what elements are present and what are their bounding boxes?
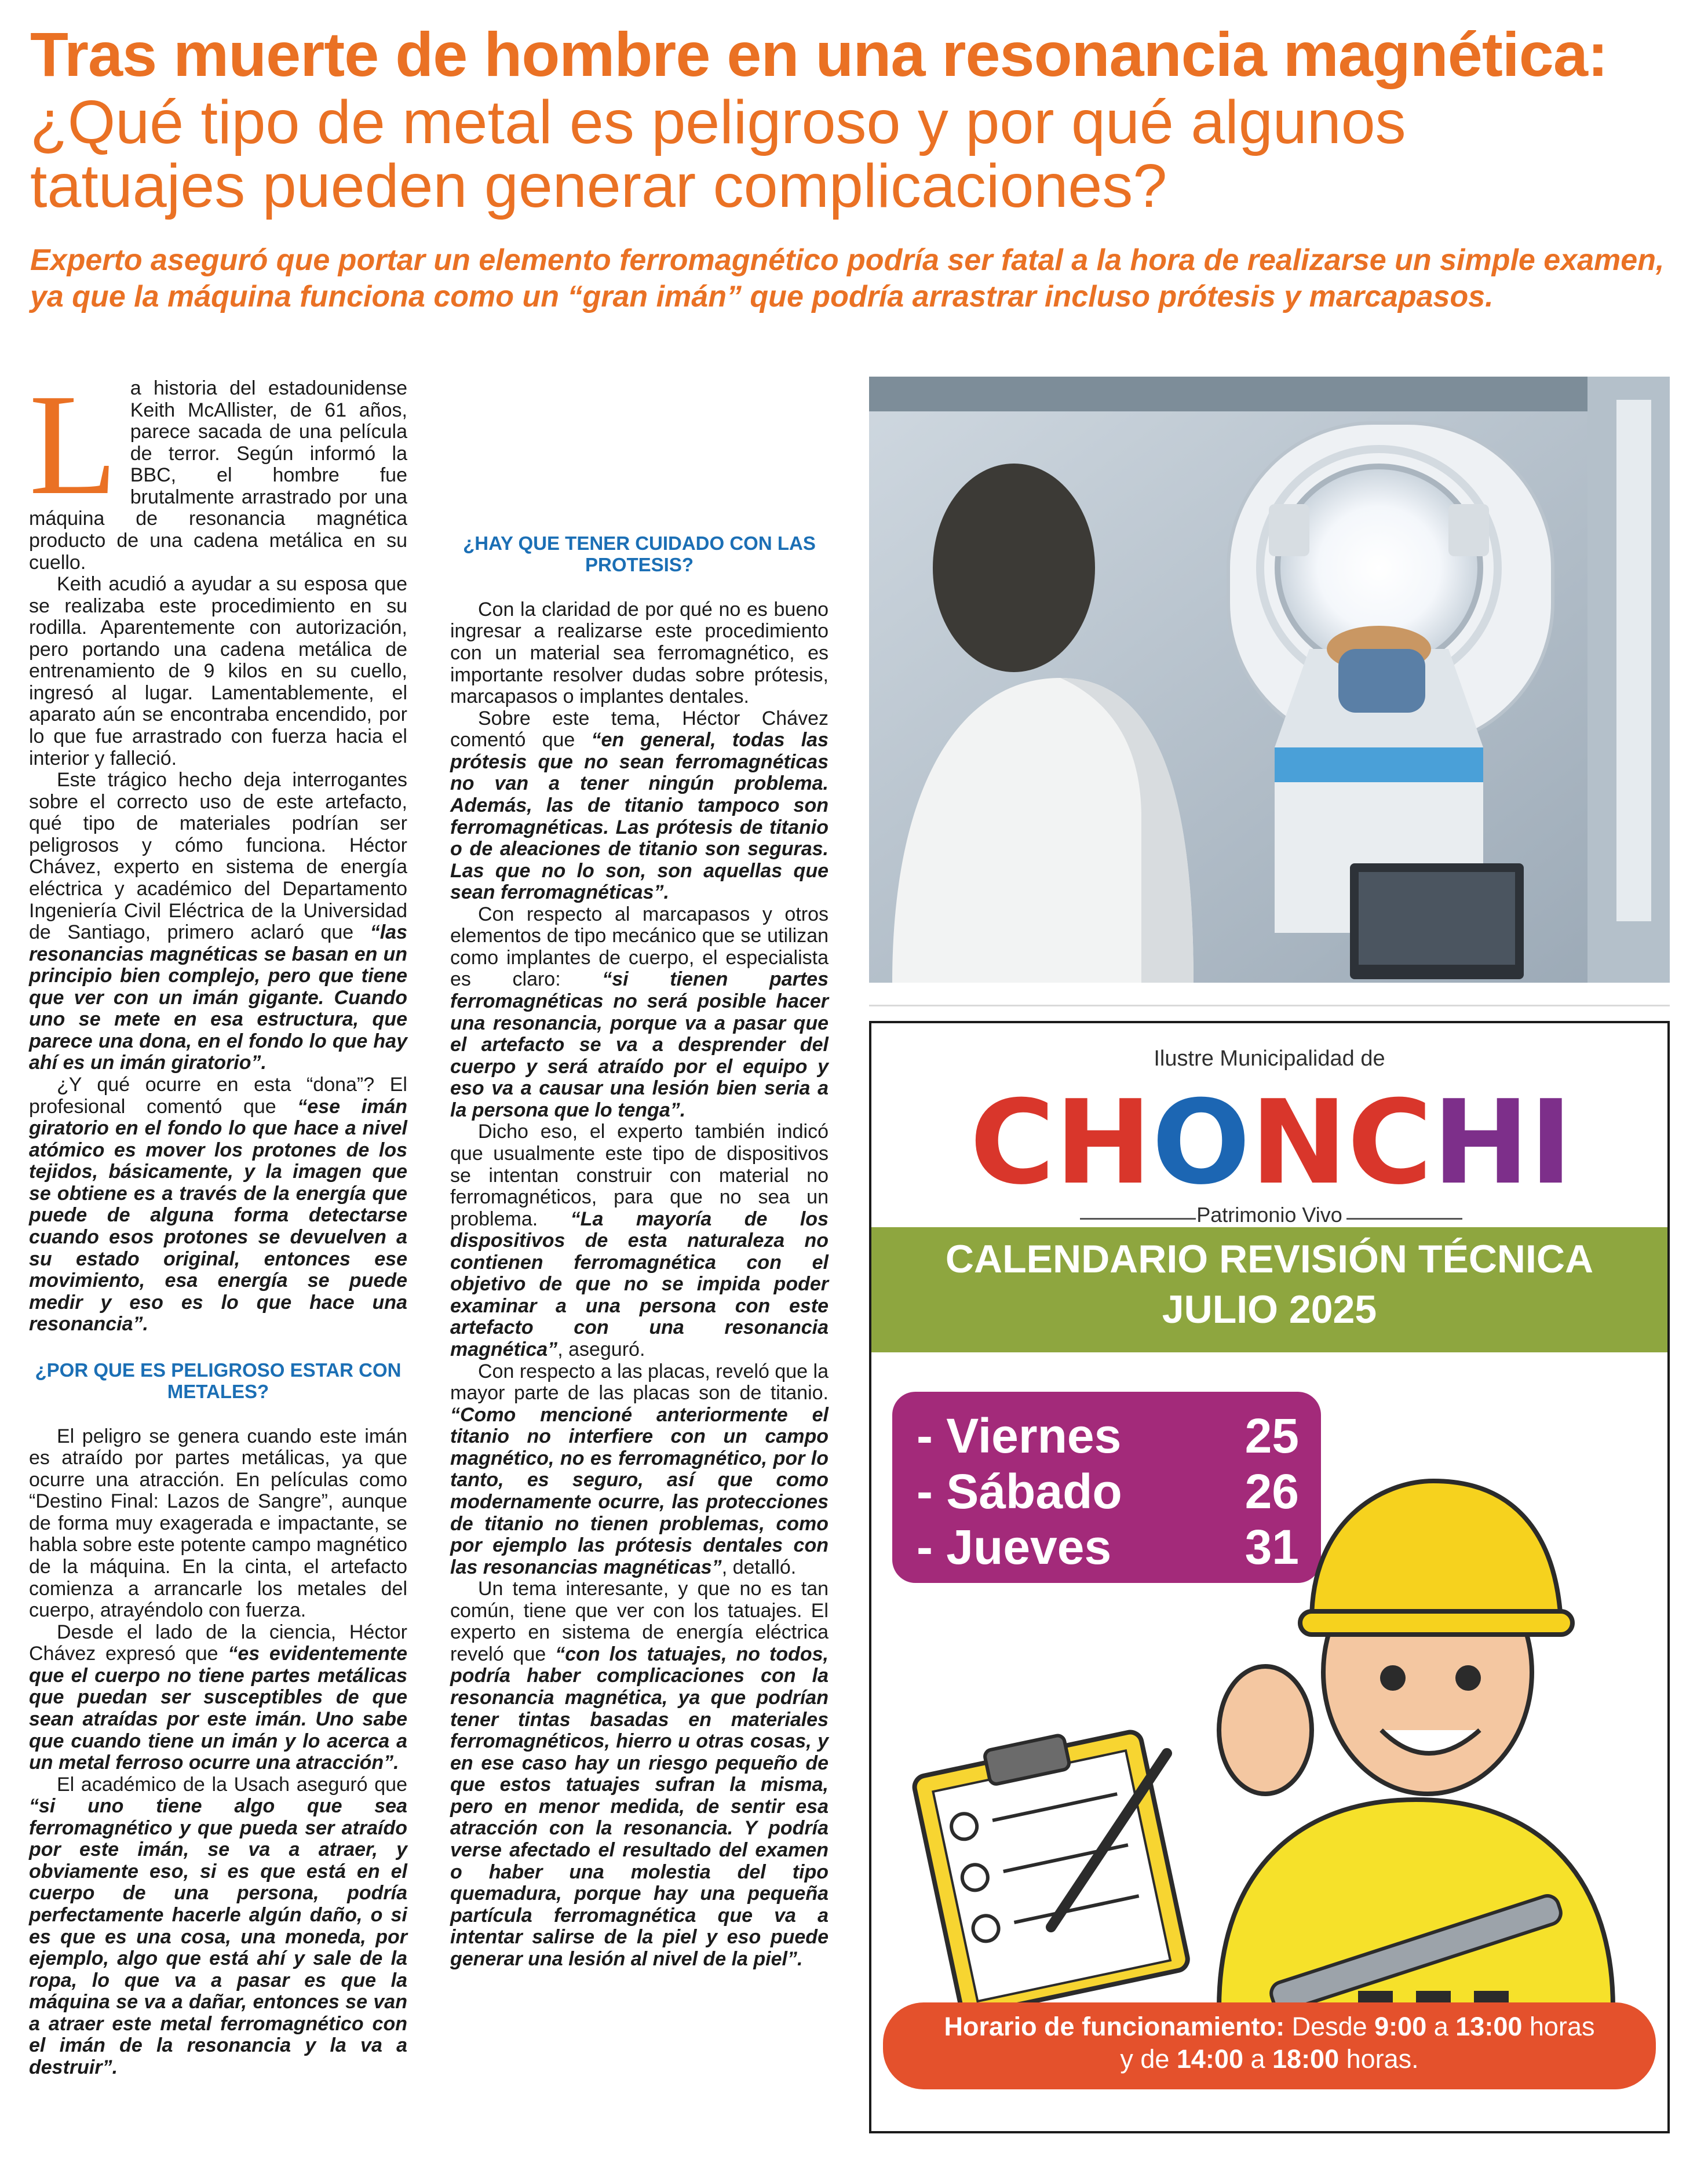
section-heading-protesis: ¿HAY QUE TENER CUIDADO CON LAS PROTESIS? [463,532,816,575]
paragraph-2: Keith acudió a ayudar a su esposa que se realizaba este procedimiento en su rodilla. Aparentemente con autorización, pero portando una cadena metálica de entrenamiento de 9 kilos en su cuello, ingresó al lugar. Lamentablemente, el aparato aún se encontraba encendido, por lo que fue arrastrado con fuerza hacia el interior y falleció. [29,573,407,769]
paragraph-11 [450,1121,829,1360]
separator-line [869,1005,1670,1006]
calendar-title: CALENDARIO REVISIÓN TÉCNICA [945,1237,1594,1281]
paragraph-10 [450,904,829,1122]
tagline-rule-right [1346,1218,1462,1220]
paragraph-7-text: El académico de la Usach aseguró que [57,1773,407,1796]
mechanic-illustration [895,1429,1648,2008]
municipality-label: Ilustre Municipalidad de [1154,1046,1385,1071]
chonchi-logo-text [970,1075,1572,1210]
paragraph-13-quote: “con los tatuajes, no todos, podría haber complicaciones con la resonancia magnética, ya que podrían tener tintas basadas en materiales ferromagnéticos, hierro u otras cosas, y en ese caso hay un riesgo pequeño de que estos tatuajes sufran la misma, pero en menor medida, de sentir esa atracción con la resonancia. Y podría verse afectado el resultado del examen o haber una molestia del tipo quemadura, porque hay una pequeña partícula ferromagnética que va a intentar salirse de la piel y eso puede generar una lesión al nivel de la piel”. [450,1643,829,1970]
logo-letter: C [1347,1075,1433,1210]
logo-letter: H [1054,1075,1152,1210]
paragraph-10-text: Con respecto al marcapasos y otros elementos de tipo mecánico que se utilizan como implantes de cuerpo, el especialista es claro: [450,903,829,991]
hours-label: Horario de funcionamiento: [944,2012,1285,2041]
paragraph-3 [29,769,407,1074]
headline-line-1: Tras muerte de hombre en una resonancia magnética: [30,19,1608,89]
hours-text: horas [1522,2012,1595,2041]
paragraph-12-text: Con respecto a las placas, reveló que la mayor parte de las placas son de titanio. [450,1360,829,1404]
hours-value: 9:00 [1374,2012,1427,2041]
paragraph-3-text: Este trágico hecho deja interrogantes sobre el correcto uso de este artefacto, qué tipo de materiales podrían ser peligrosos y cómo funciona. Héctor Chávez, experto en sistema de energía eléctrica y académico del Departamento Ingeniería Civil Eléctrica de la Universidad de Santiago, primero aclaró que [29,769,407,944]
hours-text: a [1243,2044,1273,2074]
paragraph-6 [29,1622,407,1774]
day-number: 31 [1244,1520,1299,1574]
day-name: - Viernes [917,1409,1122,1463]
subheadline: Experto aseguró que portar un elemento ferromagnético podría ser fatal a la hora de realizarse un simple examen, ya que la máquina funciona como un “gran imán” que podría arrastrar incluso prótesis y marcapasos. [30,243,1665,314]
section-heading-metals: ¿POR QUE ES PELIGROSO ESTAR CON METALES? [35,1359,402,1402]
mri-photo [869,377,1670,983]
logo-letter: C [969,1075,1055,1210]
hours-value: 14:00 [1176,2044,1243,2074]
paragraph-4-text: ¿Y qué ocurre en esta “dona”? El profesional comentó que [29,1074,407,1118]
paragraph-11-tail: , aseguró. [557,1338,645,1361]
paragraph-7 [29,1774,407,2079]
day-name: - Jueves [917,1520,1112,1574]
paragraph-6-quote: “es evidentemente que el cuerpo no tiene partes metálicas que puedan ser susceptibles de que sean atraídas por este imán. Uno sabe que cuando tiene un imán y lo acerca a un metal ferroso ocurre una atracción”. [29,1643,407,1774]
hours-text: horas. [1339,2044,1419,2074]
headline [30,19,1687,220]
paragraph-4 [29,1074,407,1336]
paragraph-13 [450,1578,829,1970]
headline-line-2: ¿Qué tipo de metal es peligroso y por qué algunos [30,88,1406,156]
paragraph-12 [450,1361,829,1579]
hours-value: 18:00 [1272,2044,1340,2074]
mri-illustration [869,377,1670,983]
hours-text: Desde [1284,2012,1375,2041]
day-number: 25 [1244,1409,1299,1463]
paragraph-12-quote: “Como mencioné anteriormente el titanio no interfiere con un campo magnético, no es ferromagnético, por lo tanto, es seguro, así que como modernamente ocurre, las protecciones de titanio no tienen problemas, como por ejemplo las prótesis dentales con las resonancias magnéticas” [450,1403,829,1578]
opening-hours [883,2002,1656,2089]
logo-letter: I [1529,1075,1573,1210]
day-name: - Sábado [917,1464,1122,1519]
drop-cap: L [29,364,118,525]
article-column-1 [29,364,407,2079]
hours-value: 13:00 [1455,2012,1523,2041]
paragraph-9 [450,708,829,904]
article-column-2 [450,378,829,1970]
paragraph-6-text: Desde el lado de la ciencia, Héctor Chávez expresó que [29,1621,407,1665]
advertisement [869,1021,1670,2133]
calendar-month: JULIO 2025 [1162,1287,1377,1332]
paragraph-11-text: Dicho eso, el experto también indicó que usualmente este tipo de dispositivos se intentan construir con material no ferromagnéticos, para que no sea un problema. [450,1121,829,1230]
headline-line-3: tatuajes pueden generar complicaciones? [30,152,1167,220]
paragraph-10-quote: “si tienen partes ferromagnéticas no será posible hacer una resonancia, porque va a pasar que el artefacto se va a desprender del cuerpo y será atraído por el equipo y eso va a causar una lesión bien seria a la persona que lo tenga”. [450,968,829,1121]
paragraph-4-quote: “ese imán giratorio en el fondo lo que hace a nivel atómico es mover los protones de los tejidos, básicamente, y la imagen que se obtiene es a través de la energía que puede de alguna forma detectarse cuando esos protones se devuelven a su estado original, entonces ese movimiento, esa energía se puede medir y eso es lo que hace una resonancia”. [29,1095,407,1336]
paragraph-13-text: Un tema interesante, y que no es tan común, tiene que ver con los tatuajes. El experto en sistema de energía eléctrica reveló que [450,1578,829,1665]
logo-letter: H [1432,1075,1530,1210]
logo-letter: N [1250,1075,1348,1210]
paragraph-7-quote: “si uno tiene algo que sea ferromagnético y que pueda ser atraído por este imán, se va a atraer, y obviamente eso, si es que está en el cuerpo de una persona, podría perfectamente hacerle algún daño, o si es que es una cosa, una moneda, por ejemplo, algo que está ahí y sale de la ropa, lo que va a pasar es que la máquina se va a dañar, entonces se van a atraer este metal ferromagnético con el imán de la resonancia y la va a destruir”. [29,1795,407,2078]
logo-letter: O [1152,1075,1251,1210]
tagline: Patrimonio Vivo [1196,1203,1342,1227]
hours-text: a [1426,2012,1456,2041]
paragraph-12-tail: , detalló. [721,1556,797,1578]
paragraph-5: El peligro se genera cuando este imán es atraído por partes metálicas, ya que ocurre una atracción. En películas como “Destino Final: Lazos de Sangre”, aunque de forma muy exagerada e impactante, se habla sobre este potente campo magnético de la máquina. En la cinta, el artefacto comienza a arrancarle los metales del cuerpo, atrayéndolo con fuerza. [29,1425,407,1622]
paragraph-9-quote: “en general, todas las prótesis que no sean ferromagnéticas no van a tener ningún problema. Además, las de titanio tampoco son ferromagnéticas. Las prótesis de titanio o de aleaciones de titanio son seguras. Las que no lo son, son aquellas que sean ferromagnéticas”. [450,729,829,904]
day-number: 26 [1244,1464,1299,1519]
hours-text: y de [1120,2044,1177,2074]
paragraph-3-quote: “las resonancias magnéticas se basan en un principio bien complejo, pero que tiene que ver con un imán gigante. Cuando uno se mete en esa estructura, que parece una dona, en el fondo lo que hay ahí es un imán giratorio”. [29,921,407,1074]
paragraph-9-text: Sobre este tema, Héctor Chávez comentó que [450,707,829,751]
chonchi-logo [969,1075,1573,1210]
paragraph-11-quote: “La mayoría de los dispositivos de esta naturaleza no contienen ferromagnética con el objetivo de que no se impida poder examinar a una persona con este artefacto con una resonancia magnética” [450,1207,829,1361]
paragraph-1: a historia del estadounidense Keith McAllister, de 61 años, parece sacada de una película de terror. Según informó la BBC, el hombre fue brutalmente arrastrado por una máquina de resonancia magnética producto de una cadena metálica en su cuello. [29,377,407,574]
paragraph-8: Con la claridad de por qué no es bueno ingresar a realizarse este procedimiento con un material sea ferromagnético, es importante resolver dudas sobre prótesis, marcapasos o implantes dentales. [450,598,829,708]
calendar-banner [871,1227,1667,1352]
